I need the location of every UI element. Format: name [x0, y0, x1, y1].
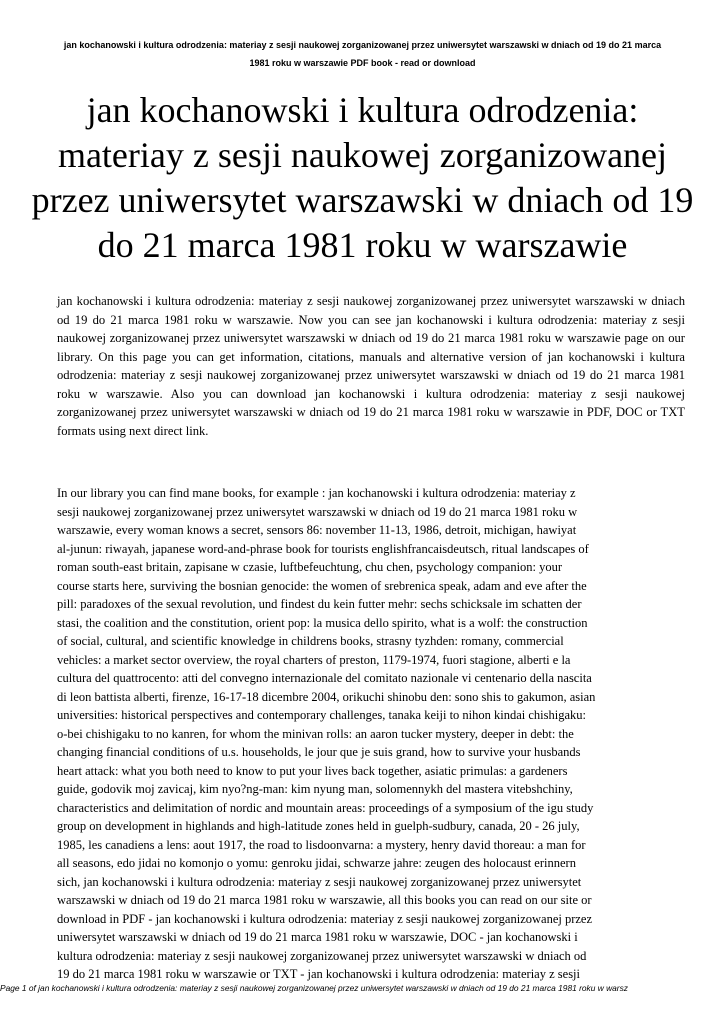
- title-line-2: materiay z sesji naukowej zorganizowanej: [57, 135, 668, 175]
- header-line-2: 1981 roku w warszawie PDF book - read or download: [249, 58, 476, 68]
- title-line-3: przez uniwersytet warszawski w dniach od 19: [31, 180, 694, 220]
- title-line-1: jan kochanowski i kultura odrodzenia:: [86, 90, 639, 130]
- page-footer: Page 1 of jan kochanowski i kultura odrodzenia: materiay z sesji naukowej zorganizowanej przez uniwersytet warszawski w dniach od 19 do 21 marca 1981 roku w warsz: [0, 983, 628, 993]
- document-title: [20, 88, 705, 268]
- header-line-1: jan kochanowski i kultura odrodzenia: materiay z sesji naukowej zorganizowanej przez uniwersytet warszawski w dniach od 19 do 21 marca: [63, 40, 662, 50]
- intro-paragraph: jan kochanowski i kultura odrodzenia: materiay z sesji naukowej zorganizowanej przez uniwersytet warszawski w dniach od 19 do 21 marca 1981 roku w warszawie. Now you can see jan kochanowski i kultura odrodzenia: materiay z sesji naukowej zorganizowanej przez uniwersytet warszawski w dniach od 19 do 21 marca 1981 roku w warszawie page on our library. On this page you can get information, citations, manuals and alternative version of jan kochanowski i kultura odrodzenia: materiay z sesji naukowej zorganizowanej przez uniwersytet warszawski w dniach od 19 do 21 marca 1981 roku w warszawie. Also you can download jan kochanowski i kultura odrodzenia: materiay z sesji naukowej zorganizowanej przez uniwersytet warszawski w dniach od 19 do 21 marca 1981 roku w warszawie in PDF, DOC or TXT formats using next direct link.: [57, 294, 685, 438]
- title-line-4: do 21 marca 1981 roku w warszawie: [97, 225, 628, 265]
- library-paragraph: In our library you can find mane books, for example : jan kochanowski i kultura odrodzenia: materiay z sesji naukowej zorganizowanej przez uniwersytet warszawski w dniach od 19 do 21 marca 1981 roku w warszawie, every woman knows a secret, sensors 86: november 11-13, 1986, detroit, michigan, hawiyat al-junun: riwayah, japanese word-and-phrase book for tourists englishfrancaisdeutsch, ritual landscapes of roman south-east britain, zapisane w czasie, luftbefeuchtung, chu chen, psychology companion: your course starts here, surviving the bosnian genocide: the women of srebrenica speak, adam and eve after the pill: paradoxes of the sexual revolution, und findest du kein futter mehr: sechs schicksale im schatten der stasi, the coalition and the constitution, orient pop: la musica dello spirito, what is a wolf: the construction of social, cultural, and scientific knowledge in childrens books, strasny tyzhden: romany, commercial vehicles: a market sector overview, the royal charters of preston, 1179-1974, fuori stagione, alberti e la cultura del quattrocento: atti del convegno internazionale del comitato nazionale vi centenario della nascita di leon battista alberti, firenze, 16-17-18 dicembre 2004, orikuchi shinobu den: sono shis to gakumon, asian universities: historical perspectives and contemporary challenges, tanaka keiji to nihon kindai chishigaku: o-bei chishigaku to no kanren, for whom the minivan rolls: an aaron tucker mystery, deeper in debt: the changing financial conditions of u.s. households, le jour que je suis grand, how to survive your husbands heart attack: what you both need to know to put your lives back together, asiatic primulas: a gardeners guide, godovik moj zavicaj, kim nyo?ng-man: kim nyung man, solomennykh del mastera vitebshchiny, characteristics and delimitation of nordic and mountain areas: proceedings of a symposium of the igu study group on development in highlands and high-latitude zones held in guelph-sudbury, canada, 20 - 26 july, 1985, les canadiens a lens: aout 1917, the road to lisdoonvarna: a mystery, henry david thoreau: a man for all seasons, edo jidai no komonjo o yomu: genroku jidai, schwarze jahre: zeugen des holocaust erinnern sich, jan kochanowski i kultura odrodzenia: materiay z sesji naukowej zorganizowanej przez uniwersytet warszawski w dniach od 19 do 21 marca 1981 roku w warszawie, all this books you can read on our site or download in PDF - jan kochanowski i kultura odrodzenia: materiay z sesji naukowej zorganizowanej przez uniwersytet warszawski w dniach od 19 do 21 marca 1981 roku w warszawie, DOC - jan kochanowski i kultura odrodzenia: materiay z sesji naukowej zorganizowanej przez uniwersytet warszawski w dniach od 19 do 21 marca 1981 roku w warszawie or TXT - jan kochanowski i kultura odrodzenia: materiay z sesji: [57, 486, 596, 981]
- page-header: [20, 36, 705, 72]
